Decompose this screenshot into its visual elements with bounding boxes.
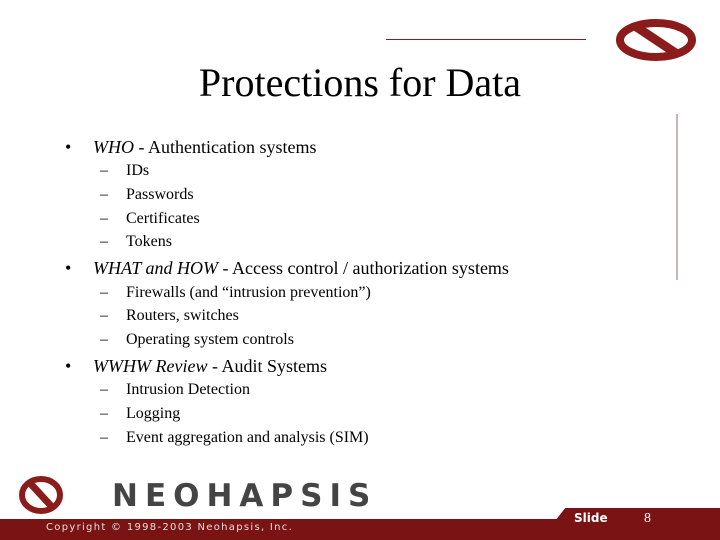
bullet-item xyxy=(65,256,509,280)
dash-glyph: – xyxy=(100,284,108,301)
sub-item xyxy=(100,305,239,327)
neohapsis-logo-icon xyxy=(18,474,64,516)
dash-glyph: – xyxy=(100,429,108,446)
copyright-text: Copyright © 1998-2003 Neohapsis, Inc. xyxy=(46,522,294,533)
bullet-text: - Audit Systems xyxy=(207,356,327,376)
slide-label: Slide xyxy=(574,511,608,525)
bullet-text: - Access control / authorization systems xyxy=(218,258,509,278)
bullet-text: - Authentication systems xyxy=(134,137,317,157)
dash-glyph: – xyxy=(100,162,108,179)
bullet-item xyxy=(65,135,316,159)
sub-item-text: Firewalls (and “intrusion prevention”) xyxy=(126,284,371,301)
footer-slide-tab xyxy=(540,508,720,540)
bullet-glyph: • xyxy=(65,258,72,278)
sub-item-text: IDs xyxy=(126,162,150,179)
sub-item-text: Logging xyxy=(126,405,181,422)
sub-item xyxy=(100,329,294,351)
sub-item-text: Certificates xyxy=(126,210,200,227)
dash-glyph: – xyxy=(100,331,108,348)
slide-number: 8 xyxy=(644,511,651,526)
dash-glyph: – xyxy=(100,307,108,324)
sub-item-text: Intrusion Detection xyxy=(126,381,250,398)
dash-glyph: – xyxy=(100,186,108,203)
sub-item-text: Passwords xyxy=(126,186,194,203)
sub-item xyxy=(100,403,180,425)
bullet-lead: WWHW Review xyxy=(93,356,208,376)
bullet-item xyxy=(65,354,327,378)
bullet-lead: WHO xyxy=(93,137,134,157)
bullet-glyph: • xyxy=(65,356,72,376)
dash-glyph: – xyxy=(100,405,108,422)
sub-item xyxy=(100,282,371,304)
sub-item xyxy=(100,231,172,253)
sub-item xyxy=(100,427,369,449)
sub-item-text: Operating system controls xyxy=(126,331,294,348)
brand-wordmark: NEOHAPSIS xyxy=(112,478,378,514)
dash-glyph: – xyxy=(100,381,108,398)
dash-glyph: – xyxy=(100,233,108,250)
dash-glyph: – xyxy=(100,210,108,227)
sub-item xyxy=(100,208,200,230)
sub-item-text: Event aggregation and analysis (SIM) xyxy=(126,429,369,446)
slide-title: Protections for Data xyxy=(198,60,522,105)
sub-item-text: Tokens xyxy=(126,233,172,250)
bullet-lead: WHAT and HOW xyxy=(93,258,218,278)
bullet-glyph: • xyxy=(65,137,72,157)
sub-item xyxy=(100,160,149,182)
sub-item-text: Routers, switches xyxy=(126,307,239,324)
sub-item xyxy=(100,184,194,206)
sub-item xyxy=(100,379,250,401)
